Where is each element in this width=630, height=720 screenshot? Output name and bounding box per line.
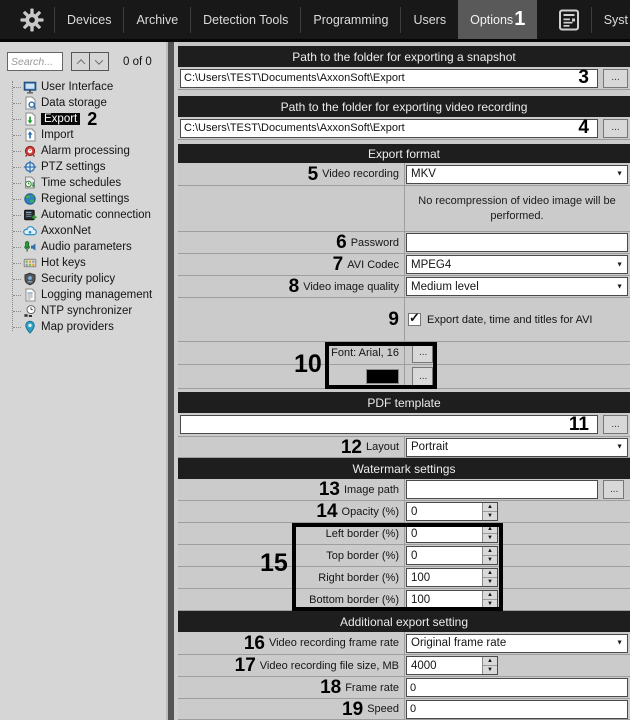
- right-border-row: [178, 567, 630, 589]
- annotation-17: 17: [234, 655, 256, 676]
- spin-up-icon[interactable]: ▲: [483, 657, 497, 665]
- sidebar-item-label: PTZ settings: [41, 161, 106, 173]
- search-input[interactable]: [7, 52, 63, 71]
- spin-down-icon[interactable]: ▼: [483, 665, 497, 674]
- sidebar-item-alarm-processing[interactable]: [0, 143, 166, 159]
- video-frame-rate-dropdown[interactable]: [406, 634, 628, 653]
- annotation-5: 5: [307, 163, 319, 185]
- video-path-input[interactable]: [180, 119, 598, 138]
- top-border-row: [178, 545, 630, 567]
- tab-options[interactable]: [458, 0, 537, 39]
- layout-dropdown[interactable]: [406, 438, 628, 457]
- sidebar-item-label: Security policy: [41, 273, 116, 285]
- font-value-label: Font: Arial, 16: [331, 347, 399, 359]
- tab-archive[interactable]: Archive: [136, 12, 179, 27]
- snapshot-path-browse-button[interactable]: ...: [603, 69, 628, 88]
- spin-up-icon[interactable]: ▲: [483, 591, 497, 599]
- spin-up-icon[interactable]: ▲: [483, 547, 497, 555]
- spin-down-icon[interactable]: ▼: [483, 555, 497, 564]
- sidebar-splitter[interactable]: [166, 42, 178, 720]
- bottom-border-label: Bottom border (%): [309, 593, 399, 606]
- sidebar-item-label: Audio parameters: [41, 241, 132, 253]
- annotation-13: 13: [318, 479, 340, 500]
- annotation-10: 10: [294, 350, 322, 378]
- layout-label: Layout: [365, 441, 399, 453]
- video-frame-rate-row: [178, 632, 630, 655]
- opacity-row: [178, 501, 630, 523]
- sidebar-item-automatic-connection[interactable]: [0, 207, 166, 223]
- spin-down-icon[interactable]: ▼: [483, 511, 497, 520]
- right-border-spinner[interactable]: [406, 568, 498, 587]
- annotation-6: 6: [336, 232, 347, 253]
- monitor-icon: [23, 80, 37, 94]
- server-icon: [23, 208, 37, 222]
- watermark-borders-group: [178, 523, 630, 611]
- video-frame-rate-value: Original frame rate: [411, 637, 507, 649]
- section-header-snapshot-path: Path to the folder for exporting a snapshot: [178, 46, 630, 67]
- video-image-quality-label: Video image quality: [303, 280, 399, 293]
- bottom-border-value: 100: [411, 593, 431, 606]
- sidebar-item-export[interactable]: [0, 108, 166, 129]
- check-icon: ✓: [409, 310, 420, 325]
- cloud-icon: [23, 224, 37, 238]
- frame-rate-label: Frame rate: [345, 681, 399, 694]
- chevron-up-icon: [76, 59, 84, 67]
- pdf-template-row: [178, 413, 630, 437]
- clock-sync-icon: [23, 304, 37, 318]
- dropdown-arrow-icon: ▼: [616, 443, 623, 451]
- font-color-row: [178, 365, 630, 389]
- sidebar-item-label: Hot keys: [41, 257, 86, 269]
- export-titles-checkbox[interactable]: [408, 310, 421, 326]
- speed-row: [178, 699, 630, 720]
- alarm-icon: [23, 144, 37, 158]
- report-icon[interactable]: [557, 8, 581, 32]
- settings-sidebar: [0, 42, 166, 720]
- sidebar-item-security-policy[interactable]: [0, 271, 166, 287]
- sidebar-item-label: Data storage: [41, 97, 107, 109]
- snapshot-path-row: [178, 67, 630, 90]
- video-image-quality-row: [178, 276, 630, 298]
- tab-users[interactable]: Users: [413, 12, 447, 27]
- sidebar-item-ntp-synchronizer[interactable]: [0, 303, 166, 319]
- pdf-template-input[interactable]: [180, 415, 598, 434]
- avi-codec-value: MPEG4: [411, 258, 452, 271]
- frame-rate-input[interactable]: [406, 678, 628, 697]
- gear-icon[interactable]: [20, 8, 44, 32]
- top-menu-bar: [0, 0, 630, 42]
- left-border-spinner[interactable]: [406, 524, 498, 543]
- sidebar-item-import[interactable]: [0, 127, 166, 143]
- section-header-video-path: Path to the folder for exporting video recording: [178, 96, 630, 117]
- opacity-label: Opacity (%): [341, 505, 399, 518]
- map-pin-icon: [23, 320, 37, 334]
- image-path-browse-button[interactable]: ...: [603, 480, 624, 499]
- log-document-icon: [23, 288, 37, 302]
- sidebar-item-regional-settings[interactable]: [0, 191, 166, 207]
- snapshot-path-input[interactable]: [180, 69, 598, 88]
- video-recording-format-value: MKV: [411, 168, 436, 180]
- sidebar-item-logging-management[interactable]: [0, 287, 166, 303]
- top-border-spinner[interactable]: [406, 546, 498, 565]
- annotation-19: 19: [342, 698, 364, 720]
- sidebar-item-label: Export: [41, 113, 80, 125]
- sidebar-item-label: User Interface: [41, 81, 114, 93]
- annotation-8: 8: [288, 276, 300, 297]
- video-path-row: [178, 117, 630, 140]
- right-border-value: 100: [411, 571, 431, 584]
- avi-codec-row: [178, 254, 630, 276]
- spin-down-icon[interactable]: ▼: [483, 533, 497, 542]
- file-size-value: 4000: [411, 659, 437, 672]
- tab-devices[interactable]: Devices: [67, 12, 112, 27]
- speed-input[interactable]: [406, 700, 628, 719]
- section-header-additional: Additional export setting: [178, 611, 630, 632]
- bottom-border-row: [178, 589, 630, 611]
- layout-value: Portrait: [411, 441, 449, 453]
- search-prev-button[interactable]: [71, 52, 90, 71]
- document-search-icon: [23, 96, 37, 110]
- password-row: [178, 232, 630, 254]
- recompression-note: No recompression of video image will be performed.: [418, 194, 616, 222]
- opacity-value: 0: [411, 505, 418, 518]
- annotation-2: 2: [87, 108, 98, 129]
- settings-tree: [0, 79, 166, 335]
- sidebar-item-user-interface[interactable]: [0, 79, 166, 95]
- spin-down-icon[interactable]: ▼: [483, 599, 497, 608]
- spin-up-icon[interactable]: ▲: [483, 503, 497, 511]
- keyboard-icon: [23, 256, 37, 270]
- sidebar-item-label: Time schedules: [41, 177, 122, 189]
- font-browse-button[interactable]: ...: [412, 344, 433, 363]
- font-settings-group: [178, 342, 630, 389]
- file-size-row: [178, 655, 630, 677]
- video-frame-rate-label: Video recording frame rate: [268, 637, 399, 649]
- annotation-16: 16: [243, 632, 265, 654]
- annotation-4: 4: [578, 117, 589, 138]
- image-path-input[interactable]: [406, 480, 598, 499]
- export-icon: [23, 112, 37, 126]
- recompression-note-row: [178, 186, 630, 232]
- import-icon: [23, 128, 37, 142]
- dropdown-arrow-icon: ▼: [616, 639, 623, 647]
- tab-options-label: Options: [470, 12, 514, 27]
- annotation-14: 14: [316, 501, 338, 522]
- schedule-icon: [23, 176, 37, 190]
- sidebar-item-label: NTP synchronizer: [41, 305, 133, 317]
- left-border-row: [178, 523, 630, 545]
- globe-icon: [23, 192, 37, 206]
- sidebar-item-label: Alarm processing: [41, 145, 130, 157]
- sidebar-item-audio-parameters[interactable]: [0, 239, 166, 255]
- microphone-icon: [23, 240, 37, 254]
- right-border-label: Right border (%): [318, 571, 399, 584]
- annotation-7: 7: [332, 254, 344, 275]
- search-match-count: 0 of 0: [123, 55, 152, 68]
- avi-codec-label: AVI Codec: [347, 258, 399, 271]
- annotation-15: 15: [260, 549, 288, 577]
- chevron-down-icon: [95, 56, 103, 64]
- spin-up-icon[interactable]: ▲: [483, 525, 497, 533]
- annotation-18: 18: [320, 677, 342, 698]
- sidebar-item-label: Logging management: [41, 289, 153, 301]
- sidebar-item-map-providers[interactable]: [0, 319, 166, 335]
- sidebar-item-label: Import: [41, 129, 74, 141]
- dropdown-arrow-icon: ▼: [616, 170, 623, 178]
- tab-programming[interactable]: Programming: [313, 12, 389, 27]
- dropdown-arrow-icon: ▼: [616, 283, 623, 290]
- sidebar-item-label: Regional settings: [41, 193, 130, 205]
- dropdown-arrow-icon: ▼: [616, 261, 623, 268]
- video-image-quality-dropdown[interactable]: [406, 277, 628, 296]
- top-border-value: 0: [411, 549, 418, 562]
- file-size-label: Video recording file size, MB: [259, 659, 399, 672]
- left-border-value: 0: [411, 527, 418, 540]
- sidebar-item-label: Map providers: [41, 321, 114, 333]
- video-recording-label: Video recording: [322, 168, 399, 180]
- sidebar-item-ptz-settings[interactable]: [0, 159, 166, 175]
- left-border-label: Left border (%): [325, 527, 399, 540]
- export-titles-row: [178, 298, 630, 342]
- shield-icon: [23, 272, 37, 286]
- file-size-spinner[interactable]: [406, 656, 498, 675]
- speed-label: Speed: [367, 703, 399, 715]
- password-input[interactable]: [406, 233, 628, 252]
- export-settings-panel: [178, 42, 630, 720]
- font-color-browse-button[interactable]: ...: [412, 367, 433, 386]
- bottom-border-spinner[interactable]: [406, 590, 498, 609]
- annotation-12: 12: [340, 436, 362, 458]
- layout-row: [178, 437, 630, 458]
- section-header-watermark: Watermark settings: [178, 458, 630, 479]
- tab-system[interactable]: Syst: [603, 12, 628, 27]
- search-row: [0, 42, 166, 71]
- annotation-3: 3: [578, 67, 589, 88]
- opacity-spinner[interactable]: [406, 502, 498, 521]
- image-path-row: [178, 479, 630, 501]
- annotation-9: 9: [388, 309, 399, 330]
- password-label: Password: [350, 236, 399, 249]
- section-header-pdf-template: PDF template: [178, 392, 630, 413]
- section-header-export-format: Export format: [178, 144, 630, 163]
- tab-detection-tools[interactable]: Detection Tools: [203, 12, 289, 27]
- font-color-swatch: [366, 369, 399, 384]
- sidebar-item-hot-keys[interactable]: [0, 255, 166, 271]
- spin-up-icon[interactable]: ▲: [483, 569, 497, 577]
- sidebar-item-label: Automatic connection: [41, 209, 151, 221]
- sidebar-item-time-schedules[interactable]: [0, 175, 166, 191]
- video-path-browse-button[interactable]: ...: [603, 119, 628, 138]
- image-path-label: Image path: [343, 483, 399, 496]
- avi-codec-dropdown[interactable]: [406, 255, 628, 274]
- video-recording-format-dropdown[interactable]: [406, 165, 628, 184]
- export-titles-label: Export date, time and titles for AVI: [427, 313, 593, 326]
- pdf-template-browse-button[interactable]: ...: [603, 415, 628, 434]
- spin-down-icon[interactable]: ▼: [483, 577, 497, 586]
- crosshair-icon: [23, 160, 37, 174]
- search-next-button[interactable]: [90, 52, 109, 71]
- frame-rate-row: [178, 677, 630, 699]
- annotation-11: 11: [568, 413, 589, 435]
- sidebar-item-axxonnet[interactable]: [0, 223, 166, 239]
- sidebar-item-data-storage[interactable]: [0, 95, 166, 111]
- video-recording-format-row: [178, 163, 630, 186]
- sidebar-item-label: AxxonNet: [41, 225, 91, 237]
- top-border-label: Top border (%): [326, 549, 399, 562]
- video-image-quality-value: Medium level: [411, 280, 479, 293]
- font-row: [178, 342, 630, 365]
- annotation-1: 1: [514, 8, 526, 30]
